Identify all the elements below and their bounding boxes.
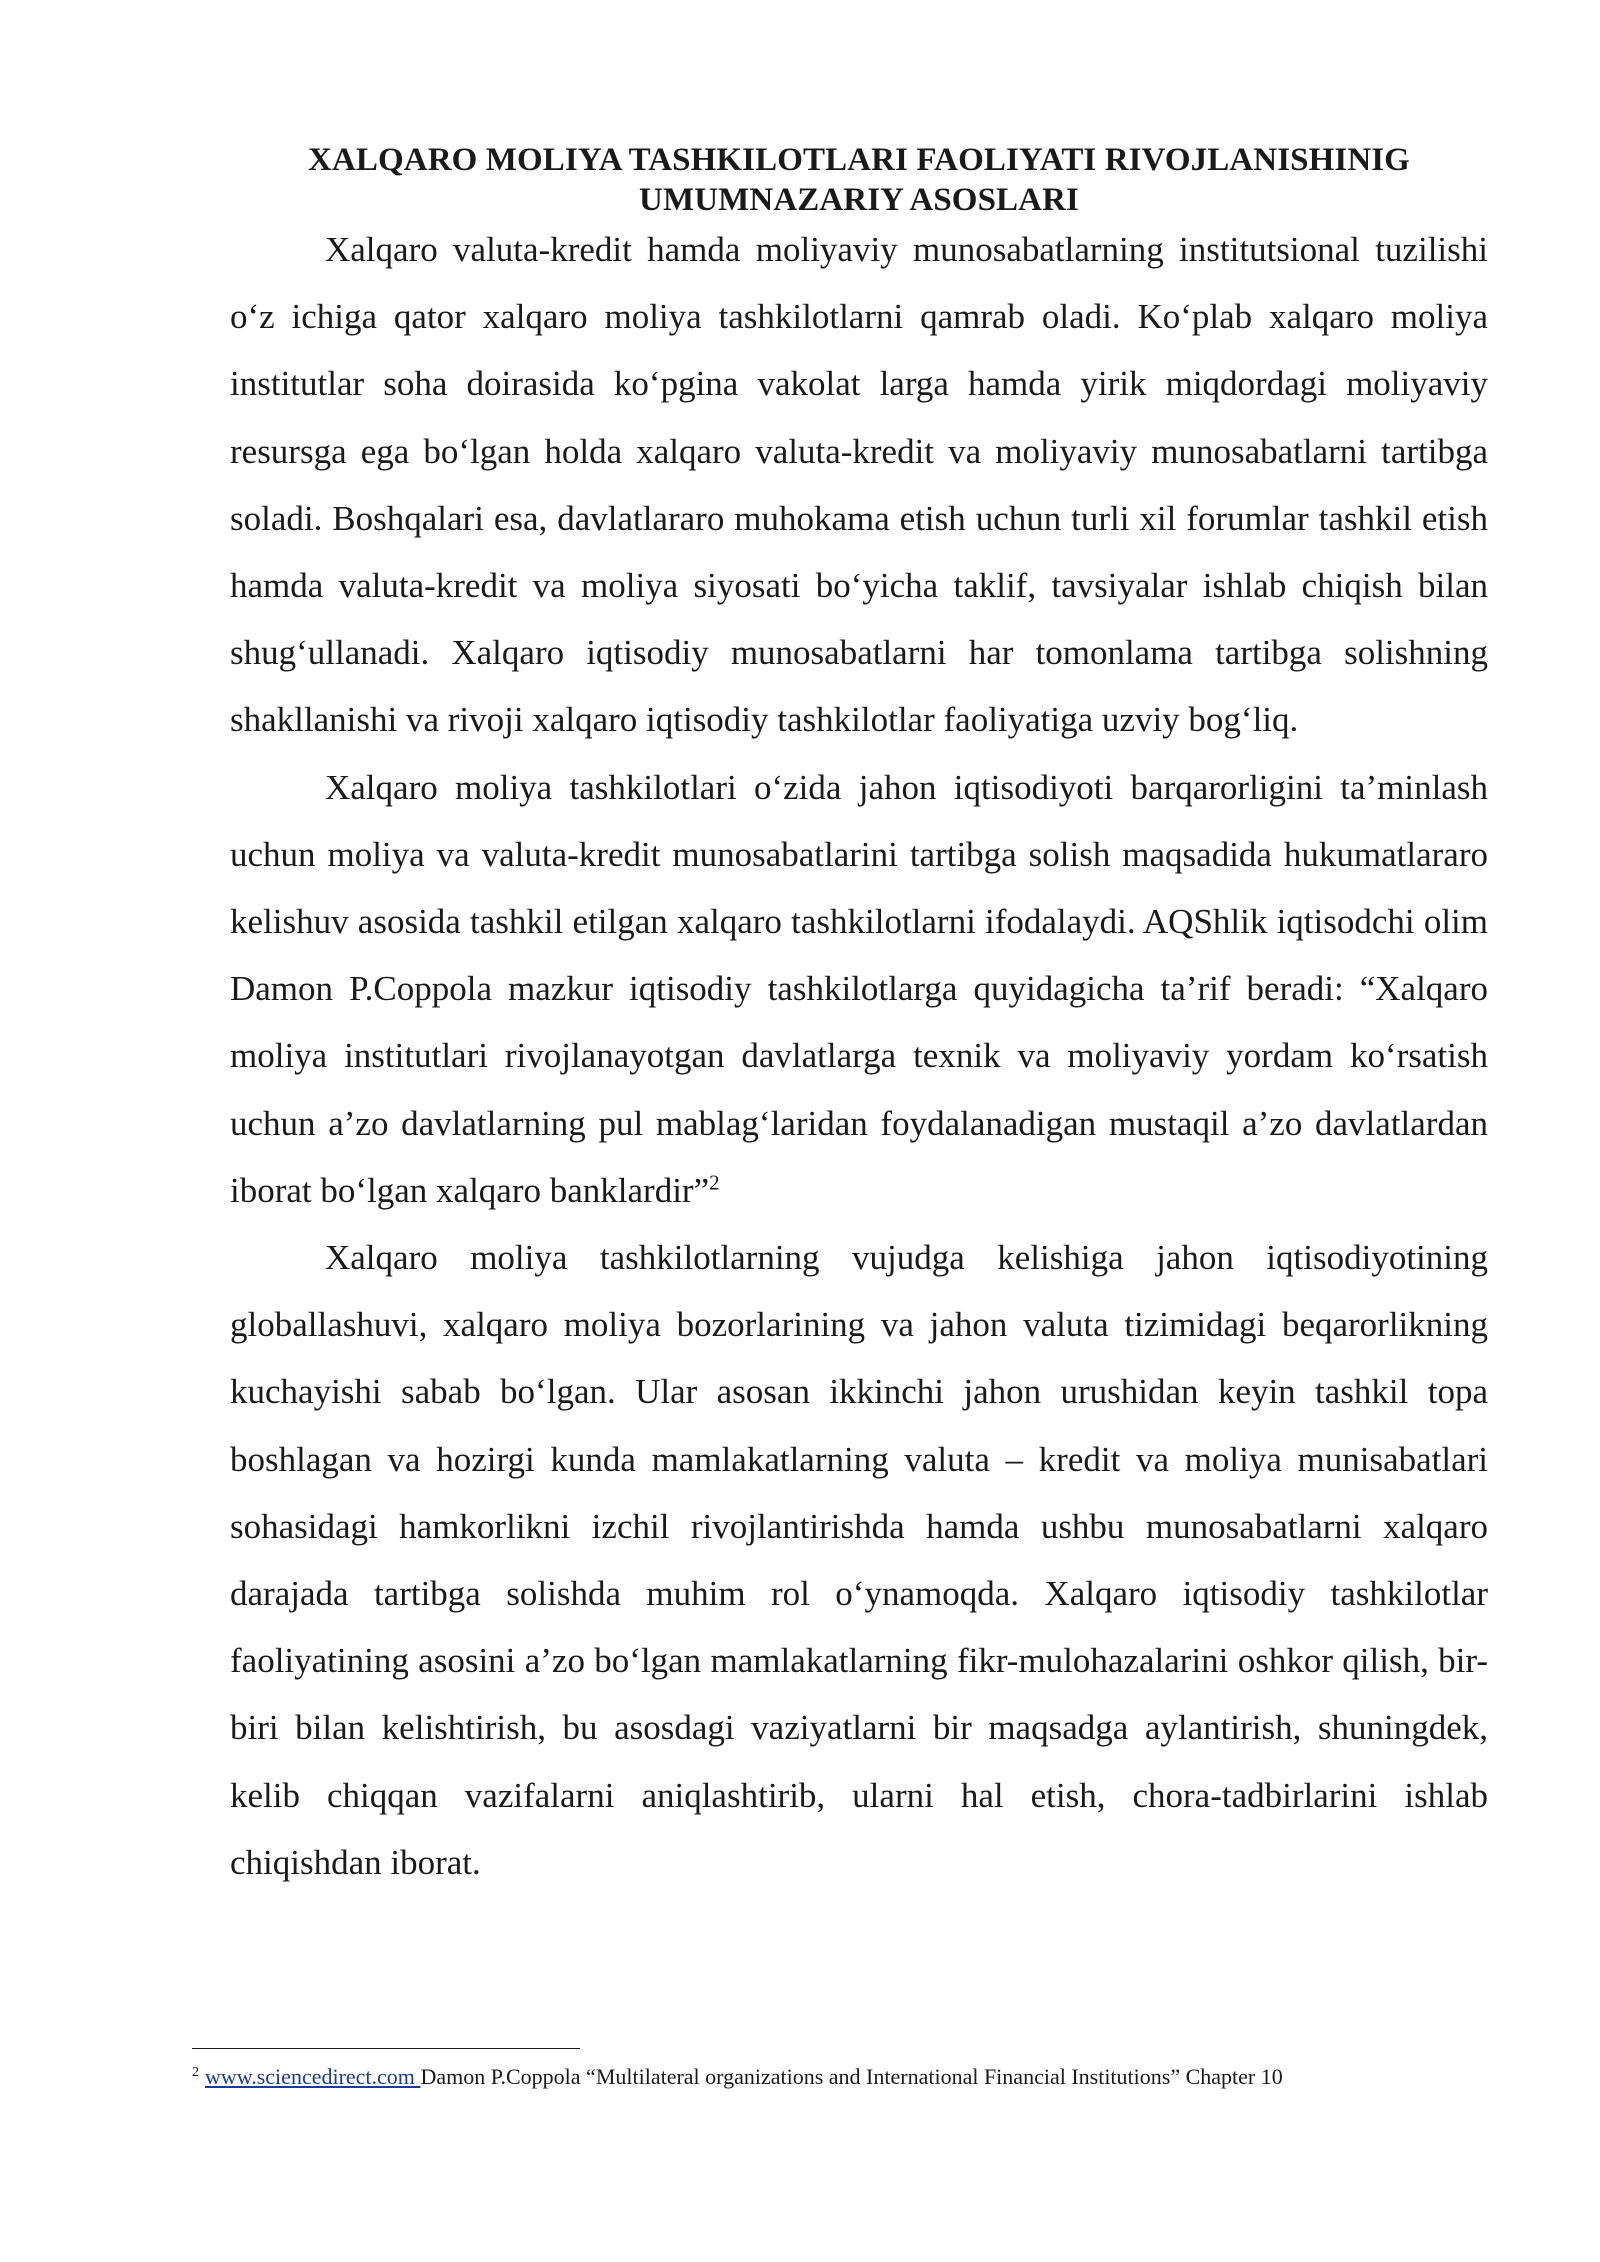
paragraph-1: Xalqaro valuta-kredit hamda moliyaviy munosabatlarning institutsional tuzilishi o‘z ichiga qator xalqaro moliya tashkilotlarni qamrab oladi. Ko‘plab xalqaro moliya institutlar soha doirasida ko‘pgina vakolat larga hamda yirik miqdordagi moliyaviy resursga ega bo‘lgan holda xalqaro valuta-kredit va moliyaviy munosabatlarni tartibga soladi. Boshqalari esa, davlatlararo muhokama etish uchun turli xil forumlar tashkil etish hamda valuta-kredit va moliya siyosati bo‘yicha taklif, tavsiyalar ishlab chiqish bilan shug‘ullanadi. Xalqaro iqtisodiy munosabatlarni har tomonlama tartibga solishning shakllanishi va rivoji xalqaro iqtisodiy tashkilotlar faoliyatiga uzviy bog‘liq. — [230, 230, 1488, 740]
footnote-reference[interactable]: 2 — [709, 1170, 720, 1195]
footnote-number: 2 — [192, 2064, 199, 2080]
document-page — [230, 140, 1488, 1896]
paragraph-3: Xalqaro moliya tashkilotlarning vujudga kelishiga jahon iqtisodiyotining globallashuvi, xalqaro moliya bozorlarining va jahon valuta tizimidagi beqarorlikning kuchayishi sabab bo‘lgan. Ular asosan ikkinchi jahon urushidan keyin tashkil topa boshlagan va hozirgi kunda mamlakatlarning valuta – kredit va moliya munisabatlari sohasidagi hamkorlikni izchil rivojlantirishda hamda ushbu munosabatlarni xalqaro darajada tartibga solishda muhim rol o‘ynamoqda. Xalqaro iqtisodiy tashkilotlar faoliyatining asosini a’zo bo‘lgan mamlakatlarning fikr-mulohazalarini oshkor qilish, bir-biri bilan kelishtirish, bu asosdagi vaziyatlarni bir maqsadga aylantirish, shuningdek, kelib chiqqan vazifalarni aniqlashtirib, ularni hal etish, chora-tadbirlarini ishlab chiqishdan iborat. — [230, 1238, 1488, 1882]
footnote-separator — [192, 2048, 580, 2049]
paragraph-2 — [230, 754, 1488, 1224]
title-line-2: UMUMNAZARIY ASOSLARI — [639, 182, 1079, 218]
footnote-link[interactable]: www.sciencedirect.com — [205, 2064, 421, 2089]
document-title — [230, 140, 1488, 220]
title-line-1: XALQARO MOLIYA TASHKILOTLARI FAOLIYATI RIVOJLANISHINIG — [308, 142, 1410, 178]
paragraph-2-text: Xalqaro moliya tashkilotlari o‘zida jahon iqtisodiyoti barqarorligini ta’minlash uchun moliya va valuta-kredit munosabatlarini tartibga solish maqsadida hukumatlararo kelishuv asosida tashkil etilgan xalqaro tashkilotlarni ifodalaydi. AQShlik iqtisodchi olim Damon P.Coppola mazkur iqtisodiy tashkilotlarga quyidagicha ta’rif beradi: “Xalqaro moliya institutlari rivojlanayotgan davlatlarga texnik va moliyaviy yordam ko‘rsatish uchun a’zo davlatlarning pul mablag‘laridan foydalanadigan mustaqil a’zo davlatlardan iborat bo‘lgan xalqaro banklardir” — [230, 767, 1488, 1210]
footnote-text: Damon P.Coppola “Multilateral organizations and International Financial Institutions” Chapter 10 — [420, 2064, 1283, 2089]
footnote — [192, 2062, 1492, 2092]
